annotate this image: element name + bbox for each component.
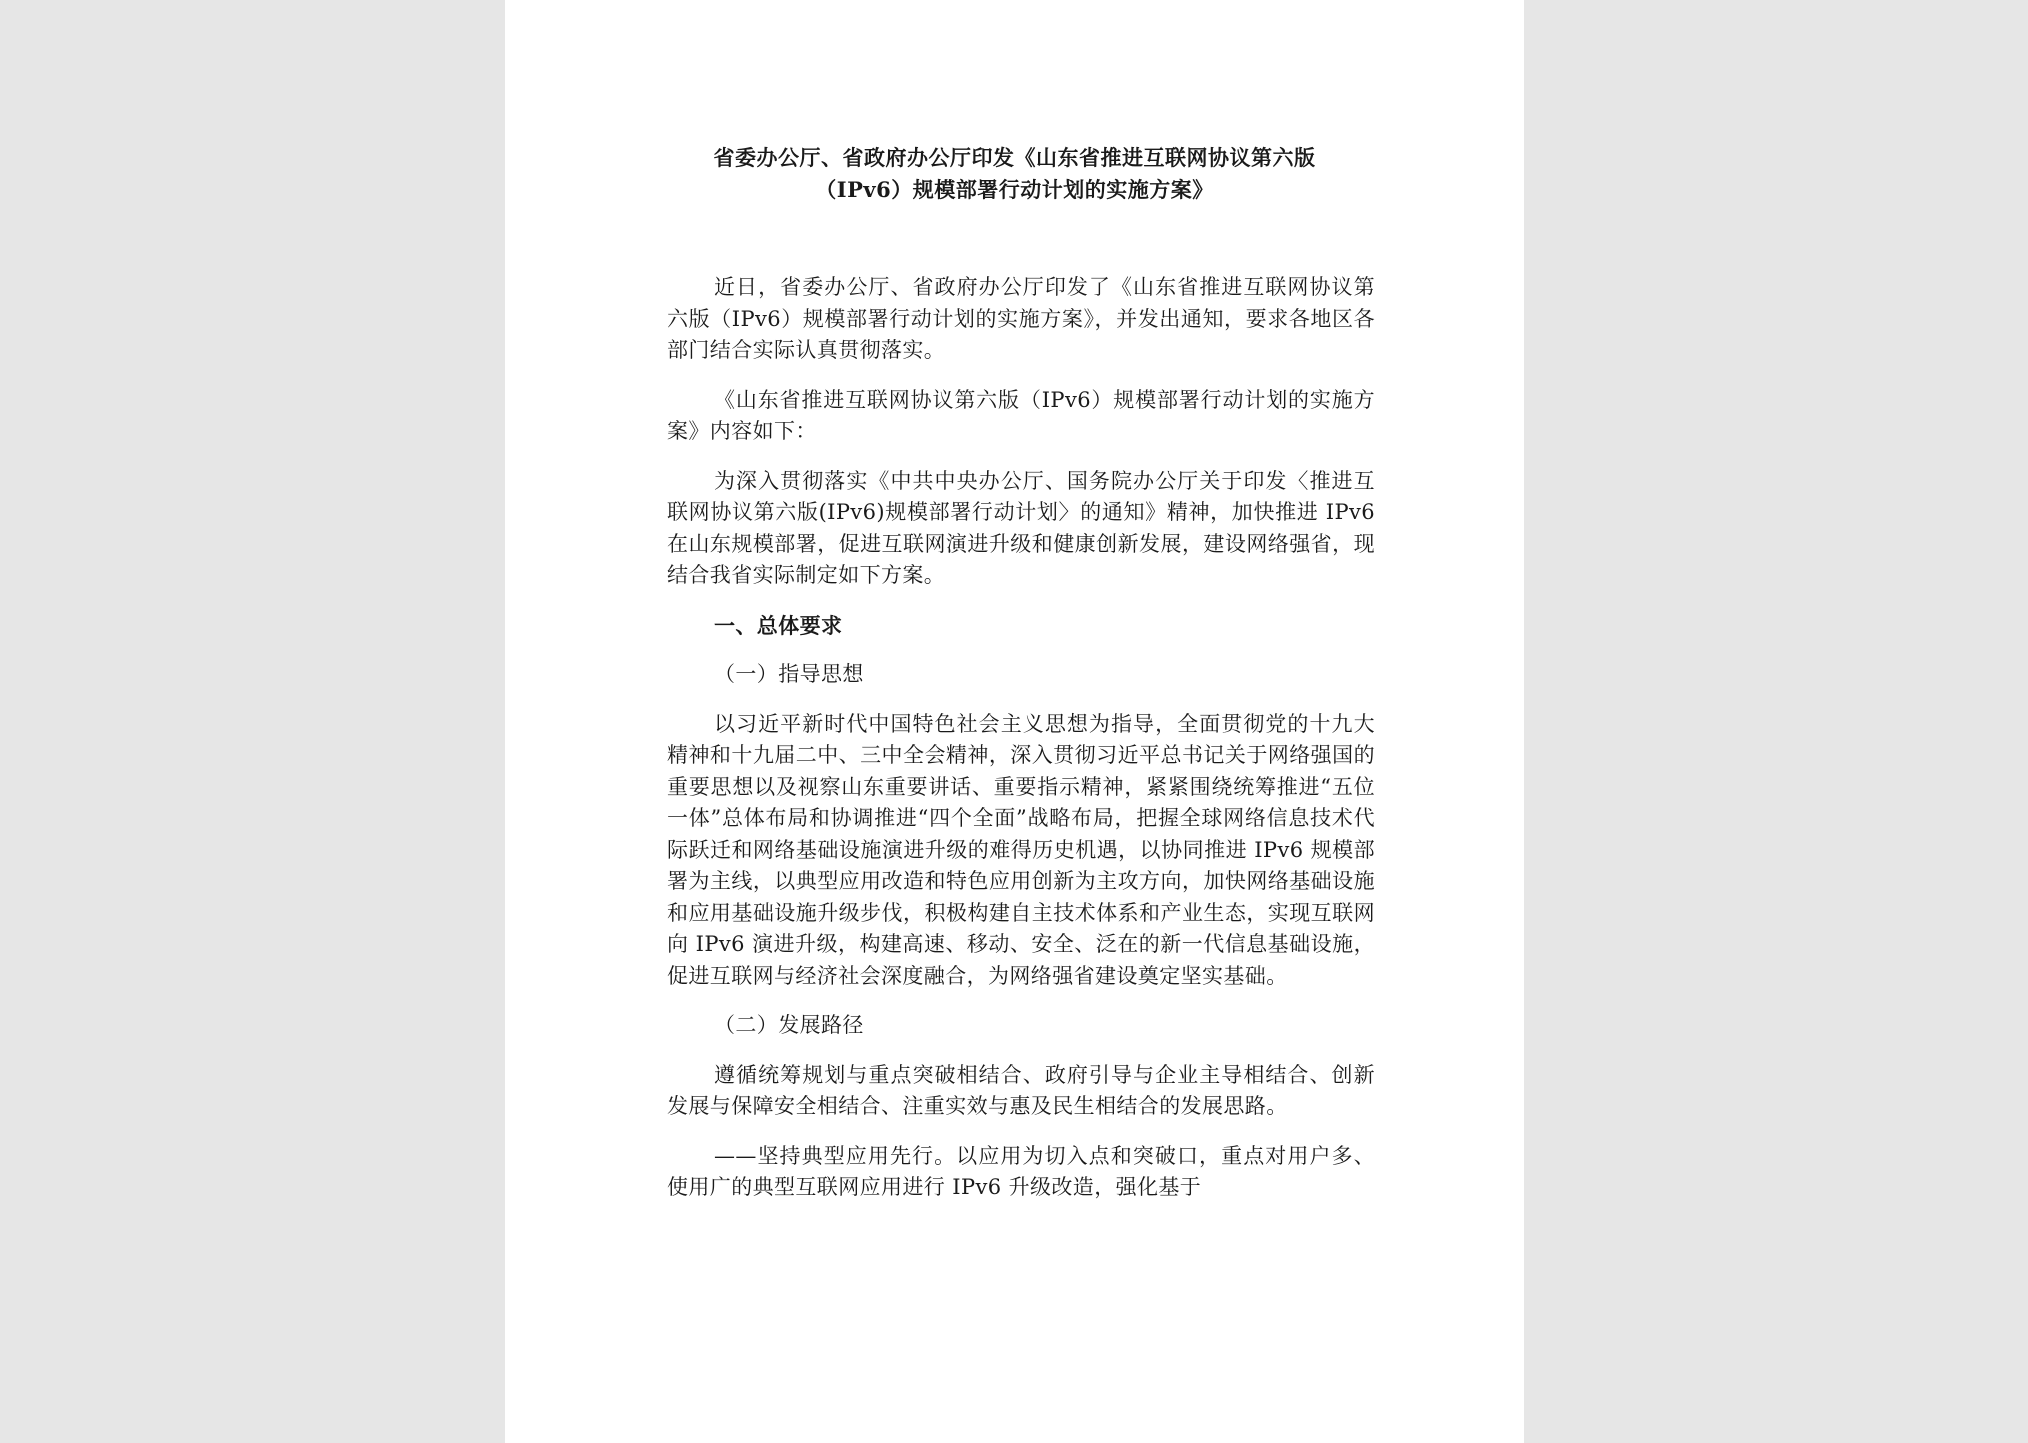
subheading-development-path: （二）发展路径: [714, 1013, 864, 1037]
paragraph-content-note: 《山东省推进互联网协议第六版（IPv6）规模部署行动计划的实施方案》内容如下：: [667, 387, 1375, 443]
subheading-guiding-ideology: （一）指导思想: [714, 662, 864, 686]
paragraph-typical-applications: ——坚持典型应用先行。以应用为切入点和突破口，重点对用户多、使用广的典型互联网应用进行 IPv6 升级改造，强化基于: [667, 1143, 1375, 1199]
title-line-1: 省委办公厅、省政府办公厅印发《山东省推进互联网协议第六版: [713, 145, 1316, 170]
paragraph-development-path: 遵循统筹规划与重点突破相结合、政府引导与企业主导相结合、创新发展与保障安全相结合、注重实效与惠及民生相结合的发展思路。: [667, 1062, 1375, 1118]
paragraph-purpose: 为深入贯彻落实《中共中央办公厅、国务院办公厅关于印发〈推进互联网协议第六版(IPv6)规模部署行动计划〉的通知》精神，加快推进 IPv6 在山东规模部署，促进互联网演进升级和健康创新发展，建设网络强省，现结合我省实际制定如下方案。: [667, 468, 1375, 587]
title-line-2: （IPv6）规模部署行动计划的实施方案》: [815, 177, 1214, 202]
paragraph-intro: 近日，省委办公厅、省政府办公厅印发了《山东省推进互联网协议第六版（IPv6）规模部署行动计划的实施方案》，并发出通知，要求各地区各部门结合实际认真贯彻落实。: [667, 275, 1375, 362]
document-page: [505, 0, 1524, 1443]
document-title: [505, 142, 1524, 206]
document-body: [667, 272, 1375, 1222]
paragraph-guiding-ideology: 以习近平新时代中国特色社会主义思想为指导，全面贯彻党的十九大精神和十九届二中、三中全会精神，深入贯彻习近平总书记关于网络强国的重要思想以及视察山东重要讲话、重要指示精神，紧紧围绕统筹推进“五位一体”总体布局和协调推进“四个全面”战略布局，把握全球网络信息技术代际跃迁和网络基础设施演进升级的难得历史机遇，以协同推进 IPv6 规模部署为主线，以典型应用改造和特色应用创新为主攻方向，加快网络基础设施和应用基础设施升级步伐，积极构建自主技术体系和产业生态，实现互联网向 IPv6 演进升级，构建高速、移动、安全、泛在的新一代信息基础设施，促进互联网与经济社会深度融合，为网络强省建设奠定坚实基础。: [667, 711, 1375, 988]
section-heading-general-requirements: 一、总体要求: [714, 612, 843, 638]
